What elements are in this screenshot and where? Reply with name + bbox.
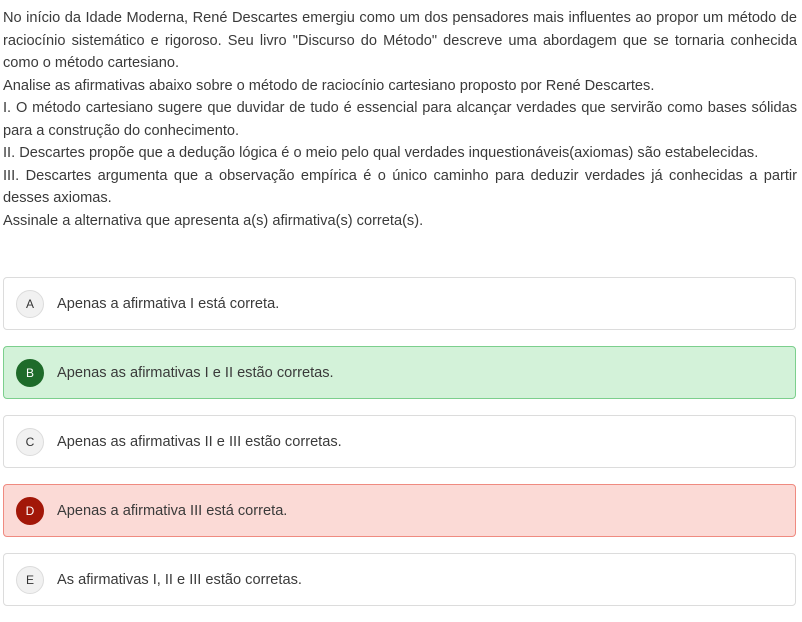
option-label: Apenas as afirmativas II e III estão corretas. (57, 433, 342, 450)
question-text (3, 7, 797, 232)
option-d[interactable] (3, 484, 796, 537)
option-a[interactable] (3, 277, 796, 330)
option-b[interactable] (3, 346, 796, 399)
question-instruction: Analise as afirmativas abaixo sobre o método de raciocínio cartesiano proposto por René Descartes. (3, 77, 655, 94)
option-label: Apenas a afirmativa I está correta. (57, 295, 280, 312)
option-c[interactable] (3, 415, 796, 468)
option-letter-badge: E (16, 566, 44, 594)
answer-options (3, 277, 796, 622)
option-label: Apenas as afirmativas I e II estão corretas. (57, 364, 334, 381)
statement-2: II. Descartes propõe que a dedução lógica é o meio pelo qual verdades inquestionáveis(axiomas) são estabelecidas. (3, 145, 759, 161)
question-intro: No início da Idade Moderna, René Descartes emergiu como um dos pensadores mais influentes ao propor um método de raciocínio sistemático e rigoroso. Seu livro "Discurso do Método" descreve uma abordagem que se tornaria conhecida como o método cartesiano. (3, 10, 797, 71)
statement-3: III. Descartes argumenta que a observação empírica é o único caminho para deduzir verdades já conhecidas a partir desses axiomas. (3, 167, 797, 206)
option-letter-badge: B (16, 359, 44, 387)
option-label: Apenas a afirmativa III está correta. (57, 502, 288, 519)
option-letter-badge: C (16, 428, 44, 456)
question-prompt: Assinale a alternativa que apresenta a(s) afirmativa(s) correta(s). (3, 212, 424, 229)
option-letter-badge: D (16, 497, 44, 525)
option-label: As afirmativas I, II e III estão corretas. (57, 571, 302, 588)
statement-1: I. O método cartesiano sugere que duvidar de tudo é essencial para alcançar verdades que servirão como bases sólidas para a construção do conhecimento. (3, 100, 797, 139)
option-e[interactable] (3, 553, 796, 606)
option-letter-badge: A (16, 290, 44, 318)
